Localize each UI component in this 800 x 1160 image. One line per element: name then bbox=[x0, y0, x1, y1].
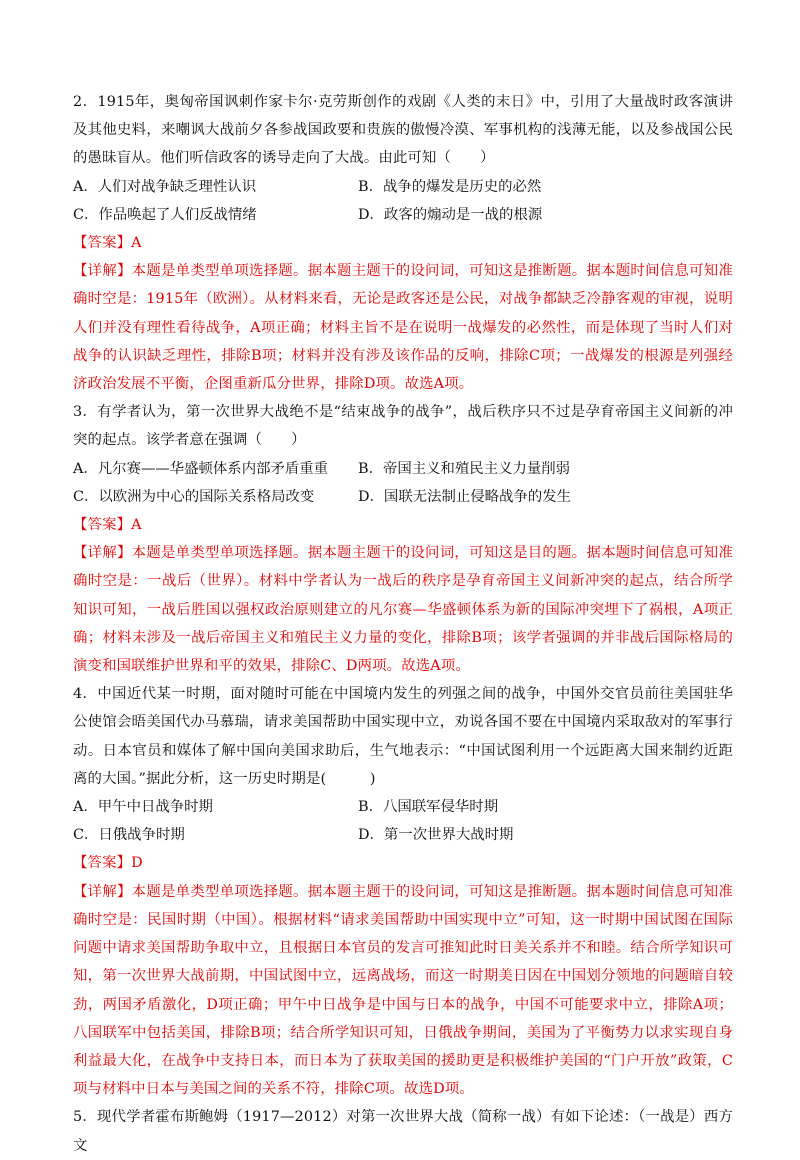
option-a: A．甲午中日战争时期 bbox=[73, 799, 213, 816]
option-c: C．以欧洲为中心的国际关系格局改变 bbox=[73, 488, 315, 505]
question-stem: 5．现代学者霍布斯鲍姆（1917—2012）对第一次世界大战（简称一战）有如下论述：（一战是）西方文 bbox=[73, 1109, 733, 1154]
answer-label: 【答案】A bbox=[73, 235, 142, 252]
question-3 bbox=[73, 398, 733, 680]
option-d: D．第一次世界大战时期 bbox=[358, 827, 514, 844]
answer-detail: 【详解】本题是单类型单项选择题。据本题主题干的设问词，可知这是目的题。据本题时间信息可知准确时空是：一战后（世界）。材料中学者认为一战后的秩序是孕育帝国主义间新冲突的起点，结合所学知识可知，一战后胜国以强权政治原则建立的凡尔赛—华盛顿体系为新的国际冲突埋下了祸根，A项正确；材料未涉及一战后帝国主义和殖民主义力量的变化，排除B项；该学者强调的并非战后国际格局的演变和国联维护世界和平的效果，排除C、D两项。故选A项。 bbox=[73, 545, 733, 675]
answer-detail: 【详解】本题是单类型单项选择题。据本题主题干的设问词，可知这是推断题。据本题时间信息可知准确时空是：民国时期（中国）。根据材料“请求美国帮助中国实现中立”可知，这一时期中国试图在国际问题中请求美国帮助争取中立，且根据日本官员的发言可推知此时日美关系并不和睦。结合所学知识可知，第一次世界大战前期，中国试图中立，远离战场，而这一时期美日因在中国划分领地的问题暗自较劲，两国矛盾激化，D项正确；甲午中日战争是中国与日本的战争，中国不可能要求中立，排除A项；八国联军中包括美国，排除B项；结合所学知识可知，日俄战争期间，美国为了平衡势力以求实现自身利益最大化，在战争中支持日本，而日本为了获取美国的援助更是积极维护美国的“门户开放”政策，C项与材料中日本与美国之间的关系不符，排除C项。故选D项。 bbox=[73, 883, 733, 1098]
option-c: C．日俄战争时期 bbox=[73, 827, 185, 844]
option-b: B．帝国主义和殖民主义力量削弱 bbox=[358, 460, 571, 477]
option-d: D．国联无法制止侵略战争的发生 bbox=[358, 488, 572, 505]
question-4 bbox=[73, 680, 733, 1103]
option-c: C．作品唤起了人们反战情绪 bbox=[73, 206, 257, 223]
option-d: D．政客的煽动是一战的根源 bbox=[358, 206, 543, 223]
option-b: B．八国联军侵华时期 bbox=[358, 799, 499, 816]
question-stem: 2．1915年，奥匈帝国讽刺作家卡尔·克劳斯创作的戏剧《人类的末日》中，引用了大量战时政客演讲及其他史料，来嘲讽大战前夕各参战国政要和贵族的傲慢冷漠、军事机构的浅薄无能，以及参战国公民的愚昧盲从。他们听信政客的诱导走向了大战。由此可知（ ） bbox=[73, 94, 733, 167]
question-2 bbox=[73, 88, 733, 398]
option-b: B．战争的爆发是历史的必然 bbox=[358, 178, 542, 195]
option-a: A．人们对战争缺乏理性认识 bbox=[73, 178, 257, 195]
option-a: A．凡尔赛——华盛顿体系内部矛盾重重 bbox=[73, 460, 329, 477]
answer-label: 【答案】A bbox=[73, 517, 142, 534]
question-stem: 3．有学者认为，第一次世界大战绝不是“结束战争的战争”，战后秩序只不过是孕育帝国主义间新的冲突的起点。该学者意在强调（ ） bbox=[73, 404, 733, 449]
question-stem: 4．中国近代某一时期，面对随时可能在中国境内发生的列强之间的战争，中国外交官员前往美国驻华公使馆会晤美国代办马慕瑞，请求美国帮助中国实现中立，劝说各国不要在中国境内采取敌对的军事行动。日本官员和媒体了解中国向美国求助后，生气地表示：“中国试图利用一个远距离大国来制约近距离的大国。”据此分析，这一历史时期是( ) bbox=[73, 686, 733, 787]
options-grid bbox=[73, 173, 733, 229]
answer-label: 【答案】D bbox=[73, 855, 143, 872]
document-page bbox=[73, 88, 733, 1160]
answer-detail: 【详解】本题是单类型单项选择题。据本题主题干的设问词，可知这是推断题。据本题时间信息可知准确时空是：1915年（欧洲）。从材料来看，无论是政客还是公民，对战争都缺乏冷静客观的审视，说明人们并没有理性看待战争，A项正确；材料主旨不是在说明一战爆发的必然性，而是体现了当时人们对战争的认识缺乏理性，排除B项；材料并没有涉及该作品的反响，排除C项；一战爆发的根源是列强经济政治发展不平衡，企图重新瓜分世界，排除D项。故选A项。 bbox=[73, 263, 733, 393]
options-grid bbox=[73, 793, 733, 849]
options-grid bbox=[73, 455, 733, 511]
